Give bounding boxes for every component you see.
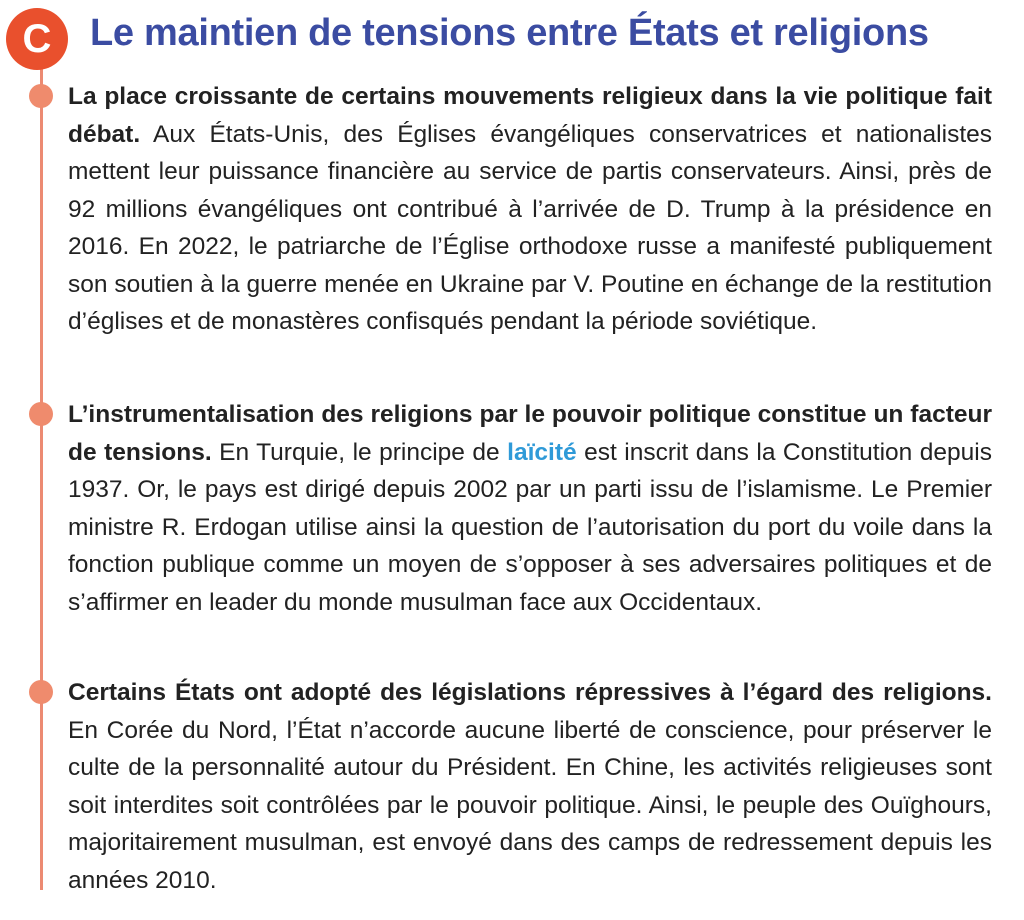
paragraph-lead: La place croissante de certains mouvements religieux dans la vie politique fait débat. bbox=[68, 83, 992, 148]
section-title: Le maintien de tensions entre États et religions bbox=[90, 12, 929, 54]
bullet-dot bbox=[29, 402, 53, 426]
bullet-dot bbox=[29, 680, 53, 704]
timeline-line bbox=[40, 56, 43, 890]
paragraph-text: est inscrit dans la Constitution depuis 1937. Or, le pays est dirigé depuis 2002 par un parti issu de l’islamisme. Le Premier ministre R. Erdogan utilise ainsi la question de l’autorisation du port du voile dans la fonction publique comme un moyen de s’opposer à ses adversaires politiques et de s’affirmer en leader du monde musulman face aux Occidentaux. bbox=[68, 438, 992, 616]
paragraph-lead: Certains États ont adopté des législations répressives à l’égard des religions. bbox=[68, 679, 992, 706]
glossary-link-laicite[interactable]: laïcité bbox=[507, 438, 577, 466]
bullet-dot bbox=[29, 84, 53, 108]
paragraph-text: Aux États-Unis, des Églises évangéliques conservatrices et nationalistes mettent leur puissance financière au service de partis conservateurs. Ainsi, près de 92 millions évangéliques ont contribué à l’arrivée de D. Trump à la présidence en 2016. En 2022, le patriarche de l’Église orthodoxe russe a manifesté publiquement son soutien à la guerre menée en Ukraine par V. Poutine en échange de la restitution d’églises et de monastères confisqués pendant la période soviétique. bbox=[68, 120, 992, 335]
section-letter-badge: C bbox=[6, 8, 68, 70]
paragraph-religious-movements bbox=[68, 78, 992, 341]
paragraph-repressive-laws bbox=[68, 674, 992, 899]
paragraph-lead: L’instrumentalisation des religions par le pouvoir politique constitue un facteur de tensions. bbox=[68, 401, 992, 466]
paragraph-text: En Corée du Nord, l’État n’accorde aucune liberté de conscience, pour préserver le culte de la personnalité autour du Président. En Chine, les activités religieuses sont soit interdites soit contrôlées par le pouvoir politique. Ainsi, le peuple des Ouïghours, majoritairement musulman, est envoyé dans des camps de redressement depuis les années 2010. bbox=[68, 716, 992, 894]
paragraph-text: En Turquie, le principe de bbox=[211, 438, 508, 466]
paragraph-instrumentalisation bbox=[68, 396, 992, 621]
